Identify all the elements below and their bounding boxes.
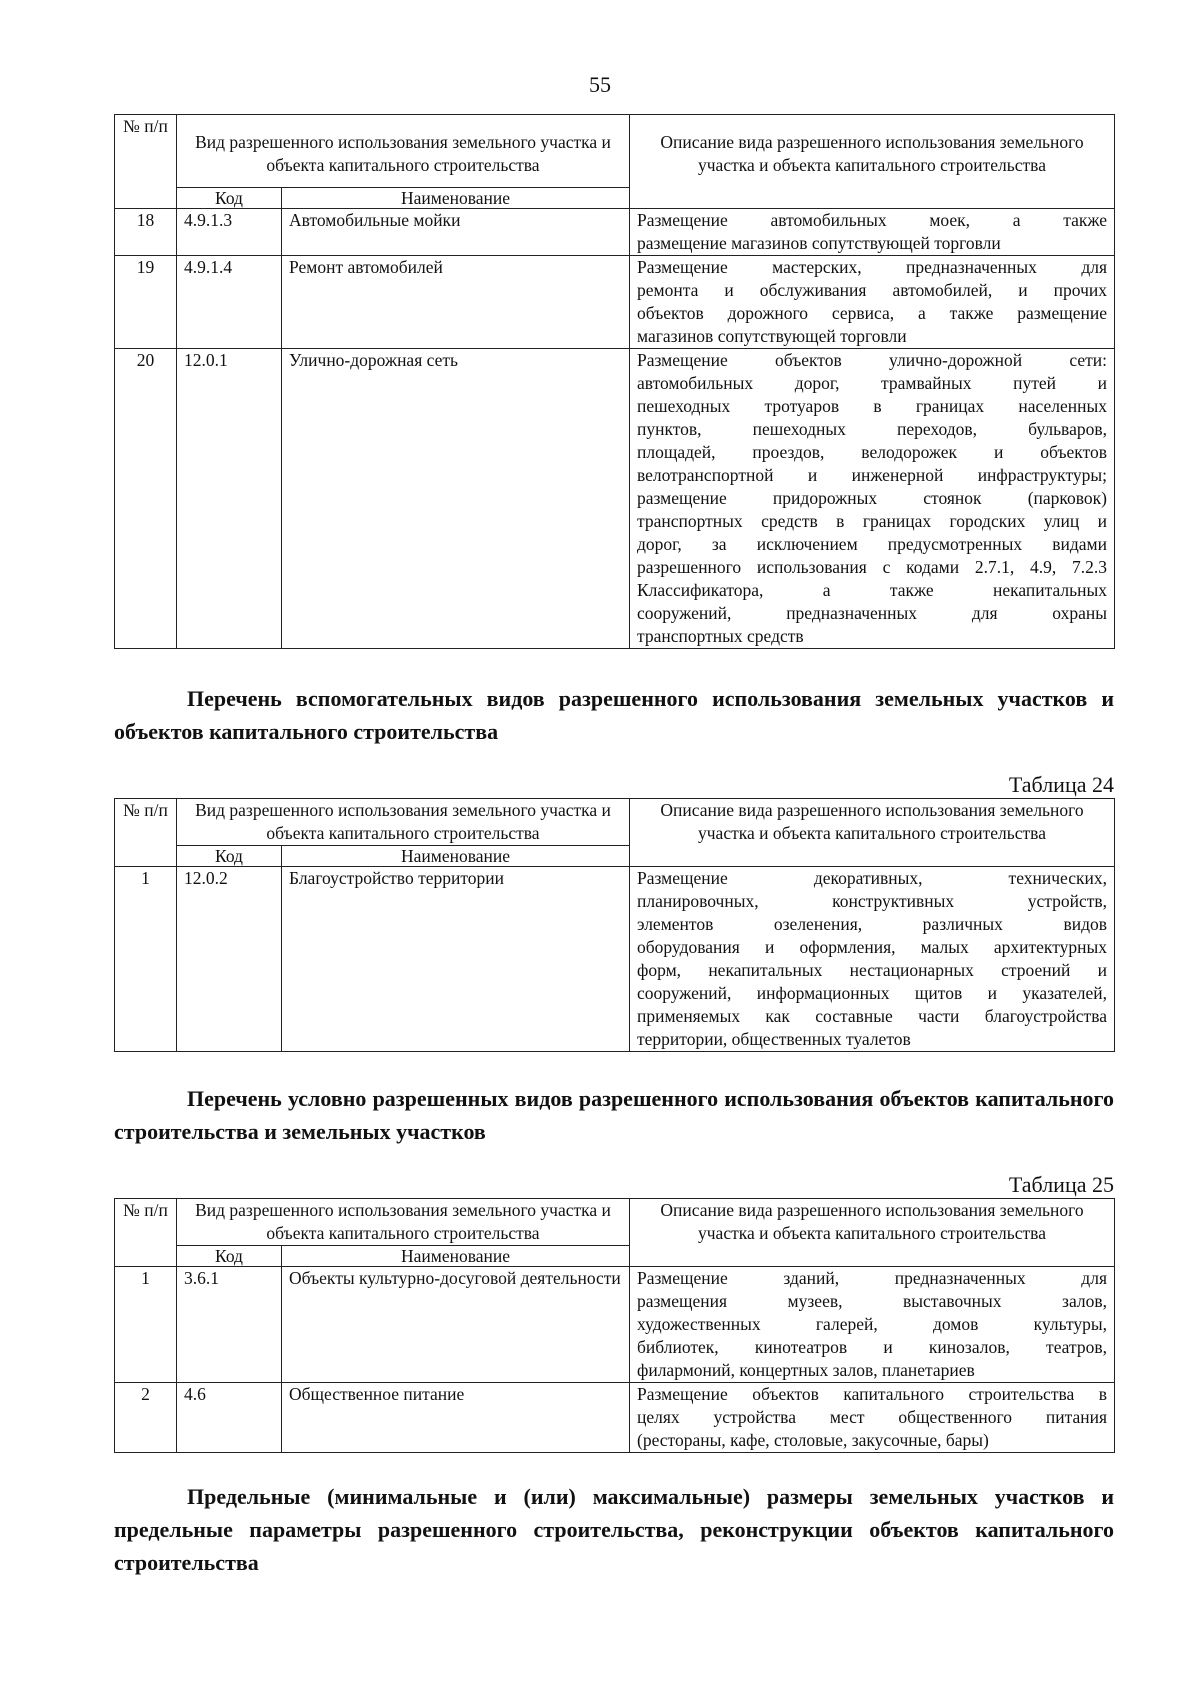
description-line: Классификатора, а также некапитальных xyxy=(637,580,1107,600)
description-line: размещение магазинов сопутствующей торговли xyxy=(637,233,1001,253)
description-line: размещения музеев, выставочных залов, xyxy=(637,1291,1107,1311)
row-code: 4.9.1.4 xyxy=(177,256,282,349)
description-line: разрешенного использования с кодами 2.7.1, 4.9, 7.2.3 xyxy=(637,557,1107,577)
header-type-group: Вид разрешенного использования земельного участка и объекта капитального строительства xyxy=(177,1199,630,1246)
description-line: художественных галерей, домов культуры, xyxy=(637,1314,1107,1334)
header-description: Описание вида разрешенного использования земельного участка и объекта капитального строительства xyxy=(630,799,1115,867)
description-line: планировочных, конструктивных устройств, xyxy=(637,891,1107,911)
description-line: элементов озеленения, различных видов xyxy=(637,914,1107,934)
row-code: 3.6.1 xyxy=(177,1267,282,1383)
description-line: размещение придорожных стоянок (парковок) xyxy=(637,488,1107,508)
header-num: № п/п xyxy=(115,1199,177,1267)
description-line: библиотек, кинотеатров и кинозалов, театров, xyxy=(637,1337,1107,1357)
row-description xyxy=(630,1267,1115,1383)
description-line: сооружений, информационных щитов и указателей, xyxy=(637,983,1107,1003)
table-24-label: Таблица 24 xyxy=(1008,772,1114,797)
row-name: Ремонт автомобилей xyxy=(282,256,630,349)
row-name: Улично-дорожная сеть xyxy=(282,349,630,649)
page-number: 55 xyxy=(589,72,611,97)
description-line: Размещение объектов улично-дорожной сети: xyxy=(637,350,1107,370)
description-line: велотранспортной и инженерной инфраструктуры; xyxy=(637,465,1107,485)
table-row xyxy=(115,256,1115,349)
row-number: 19 xyxy=(115,256,177,349)
row-code: 12.0.2 xyxy=(177,867,282,1052)
row-name: Объекты культурно-досуговой деятельности xyxy=(282,1267,630,1383)
description-line: пунктов, пешеходных переходов, бульваров, xyxy=(637,419,1107,439)
row-name: Автомобильные мойки xyxy=(282,209,630,256)
description-line: оборудования и оформления, малых архитектурных xyxy=(637,937,1107,957)
description-line: Размещение мастерских, предназначенных для xyxy=(637,257,1107,277)
header-description: Описание вида разрешенного использования земельного участка и объекта капитального строительства xyxy=(630,1199,1115,1267)
header-description: Описание вида разрешенного использования земельного участка и объекта капитального строительства xyxy=(630,115,1115,209)
row-name: Общественное питание xyxy=(282,1383,630,1453)
row-number: 1 xyxy=(115,867,177,1052)
description-line: Размещение объектов капитального строительства в xyxy=(637,1384,1107,1404)
row-code: 4.9.1.3 xyxy=(177,209,282,256)
description-line: Размещение зданий, предназначенных для xyxy=(637,1268,1107,1288)
header-type-group: Вид разрешенного использования земельного участка и объекта капитального строительства xyxy=(177,799,630,846)
description-line: автомобильных дорог, трамвайных путей и xyxy=(637,373,1107,393)
header-num: № п/п xyxy=(115,799,177,867)
row-description xyxy=(630,209,1115,256)
table-24 xyxy=(114,798,1115,1052)
table-row xyxy=(115,867,1115,1052)
description-line: Размещение декоративных, технических, xyxy=(637,868,1107,888)
description-line: магазинов сопутствующей торговли xyxy=(637,326,907,346)
table-permitted-uses-main xyxy=(114,114,1115,649)
description-line: территории, общественных туалетов xyxy=(637,1029,911,1049)
description-line: площадей, проездов, велодорожек и объектов xyxy=(637,442,1107,462)
heading-limit-parameters: Предельные (минимальные и (или) максимальные) размеры земельных участков и предельные параметры разрешенного строительства, реконструкции объектов капитального строительства xyxy=(114,1484,1114,1575)
description-line: объектов дорожного сервиса, а также размещение xyxy=(637,303,1107,323)
table-row xyxy=(115,209,1115,256)
heading-conditional-uses: Перечень условно разрешенных видов разрешенного использования объектов капитального строительства и земельных участков xyxy=(114,1086,1114,1144)
heading-auxiliary-uses: Перечень вспомогательных видов разрешенного использования земельных участков и объектов капитального строительства xyxy=(114,686,1114,744)
description-line: сооружений, предназначенных для охраны xyxy=(637,603,1107,623)
header-type-group: Вид разрешенного использования земельного участка и объекта капитального строительства xyxy=(177,115,630,188)
header-num: № п/п xyxy=(115,115,177,209)
row-description xyxy=(630,867,1115,1052)
row-description xyxy=(630,349,1115,649)
row-name: Благоустройство территории xyxy=(282,867,630,1052)
table-row xyxy=(115,349,1115,649)
description-line: форм, некапитальных нестационарных строений и xyxy=(637,960,1107,980)
description-line: дорог, за исключением предусмотренных видами xyxy=(637,534,1107,554)
table-row xyxy=(115,1383,1115,1453)
row-number: 18 xyxy=(115,209,177,256)
description-line: пешеходных тротуаров в границах населенных xyxy=(637,396,1107,416)
header-code: Код xyxy=(177,1246,282,1267)
header-code: Код xyxy=(177,188,282,209)
header-name: Наименование xyxy=(282,1246,630,1267)
row-number: 2 xyxy=(115,1383,177,1453)
table-row xyxy=(115,1267,1115,1383)
description-line: филармоний, концертных залов, планетариев xyxy=(637,1360,975,1380)
description-line: транспортных средств в границах городских улиц и xyxy=(637,511,1107,531)
table-25-label: Таблица 25 xyxy=(1008,1172,1114,1197)
row-code: 4.6 xyxy=(177,1383,282,1453)
table-25 xyxy=(114,1198,1115,1453)
row-description xyxy=(630,256,1115,349)
row-number: 20 xyxy=(115,349,177,649)
header-code: Код xyxy=(177,846,282,867)
header-name: Наименование xyxy=(282,188,630,209)
description-line: целях устройства мест общественного питания xyxy=(637,1407,1107,1427)
description-line: (рестораны, кафе, столовые, закусочные, бары) xyxy=(637,1430,989,1450)
description-line: Размещение автомобильных моек, а также xyxy=(637,210,1107,230)
row-description xyxy=(630,1383,1115,1453)
description-line: ремонта и обслуживания автомобилей, и прочих xyxy=(637,280,1107,300)
header-name: Наименование xyxy=(282,846,630,867)
description-line: транспортных средств xyxy=(637,626,804,646)
description-line: применяемых как составные части благоустройства xyxy=(637,1006,1107,1026)
row-code: 12.0.1 xyxy=(177,349,282,649)
row-number: 1 xyxy=(115,1267,177,1383)
